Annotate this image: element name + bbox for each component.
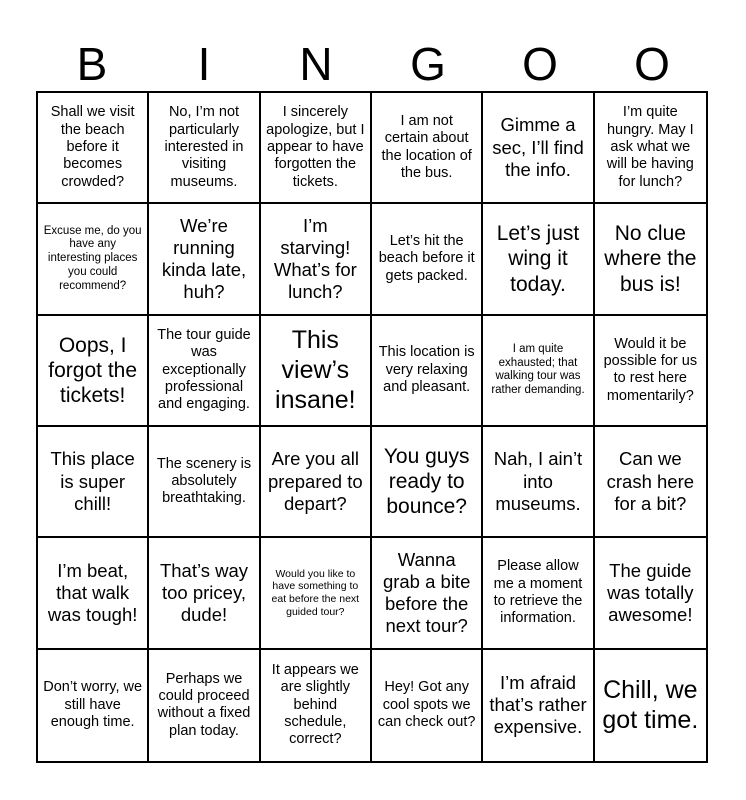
bingo-cell[interactable]: This location is very relaxing and pleasant.: [372, 316, 483, 427]
bingo-cell[interactable]: Would it be possible for us to rest here momentarily?: [595, 316, 706, 427]
bingo-cell[interactable]: It appears we are slightly behind schedule, correct?: [261, 650, 372, 761]
bingo-cell[interactable]: Hey! Got any cool spots we can check out?: [372, 650, 483, 761]
header-letter-i: I: [197, 38, 211, 90]
bingo-cell[interactable]: Would you like to have something to eat before the next guided tour?: [261, 538, 372, 649]
bingo-cell[interactable]: The guide was totally awesome!: [595, 538, 706, 649]
bingo-cell[interactable]: I’m starving! What’s for lunch?: [261, 204, 372, 315]
bingo-board: [36, 91, 708, 763]
bingo-cell[interactable]: Chill, we got time.: [602, 676, 699, 735]
bingo-cell[interactable]: I’m afraid that’s rather expensive.: [483, 650, 594, 761]
bingo-cell[interactable]: Are you all prepared to depart?: [261, 427, 372, 538]
bingo-cell[interactable]: The tour guide was exceptionally professional and engaging.: [149, 316, 260, 427]
bingo-cell[interactable]: I am not certain about the location of the bus.: [372, 93, 483, 204]
bingo-cell[interactable]: Nah, I ain’t into museums.: [483, 427, 594, 538]
bingo-header: [36, 38, 708, 90]
bingo-cell[interactable]: You guys ready to bounce?: [372, 427, 483, 538]
bingo-cell[interactable]: Let’s just wing it today.: [483, 204, 594, 315]
bingo-cell[interactable]: No clue where the bus is!: [595, 204, 706, 315]
header-letter-n: N: [299, 38, 333, 90]
bingo-cell[interactable]: Excuse me, do you have any interesting places you could recommend?: [38, 204, 149, 315]
bingo-cell[interactable]: That’s way too pricey, dude!: [149, 538, 260, 649]
bingo-cell[interactable]: Wanna grab a bite before the next tour?: [372, 538, 483, 649]
bingo-cell[interactable]: Let’s hit the beach before it gets packed.: [372, 204, 483, 315]
bingo-cell[interactable]: Shall we visit the beach before it becomes crowded?: [38, 93, 149, 204]
bingo-cell[interactable]: The scenery is absolutely breathtaking.: [149, 427, 260, 538]
bingo-cell[interactable]: I’m quite hungry. May I ask what we will be having for lunch?: [595, 93, 706, 204]
bingo-cell[interactable]: No, I’m not particularly interested in visiting museums.: [149, 93, 260, 204]
bingo-cell[interactable]: I’m beat, that walk was tough!: [38, 538, 149, 649]
header-letter-g: G: [410, 38, 446, 90]
bingo-cell[interactable]: Can we crash here for a bit?: [595, 427, 706, 538]
header-letter-o: O: [522, 38, 558, 90]
bingo-cell[interactable]: This view’s insane!: [261, 316, 372, 427]
bingo-cell[interactable]: I sincerely apologize, but I appear to have forgotten the tickets.: [261, 93, 372, 204]
bingo-cell[interactable]: Oops, I forgot the tickets!: [38, 316, 149, 427]
bingo-cell[interactable]: Gimme a sec, I’ll find the info.: [483, 93, 594, 204]
bingo-cell[interactable]: Perhaps we could proceed without a fixed plan today.: [149, 650, 260, 761]
bingo-cell[interactable]: Don’t worry, we still have enough time.: [38, 650, 149, 761]
bingo-cell[interactable]: We’re running kinda late, huh?: [149, 204, 260, 315]
header-letter-b: B: [76, 38, 108, 90]
bingo-cell[interactable]: This place is super chill!: [38, 427, 149, 538]
bingo-cell[interactable]: Please allow me a moment to retrieve the information.: [483, 538, 594, 649]
header-letter-o-2: O: [634, 38, 670, 90]
bingo-cell[interactable]: I am quite exhausted; that walking tour was rather demanding.: [483, 316, 594, 427]
